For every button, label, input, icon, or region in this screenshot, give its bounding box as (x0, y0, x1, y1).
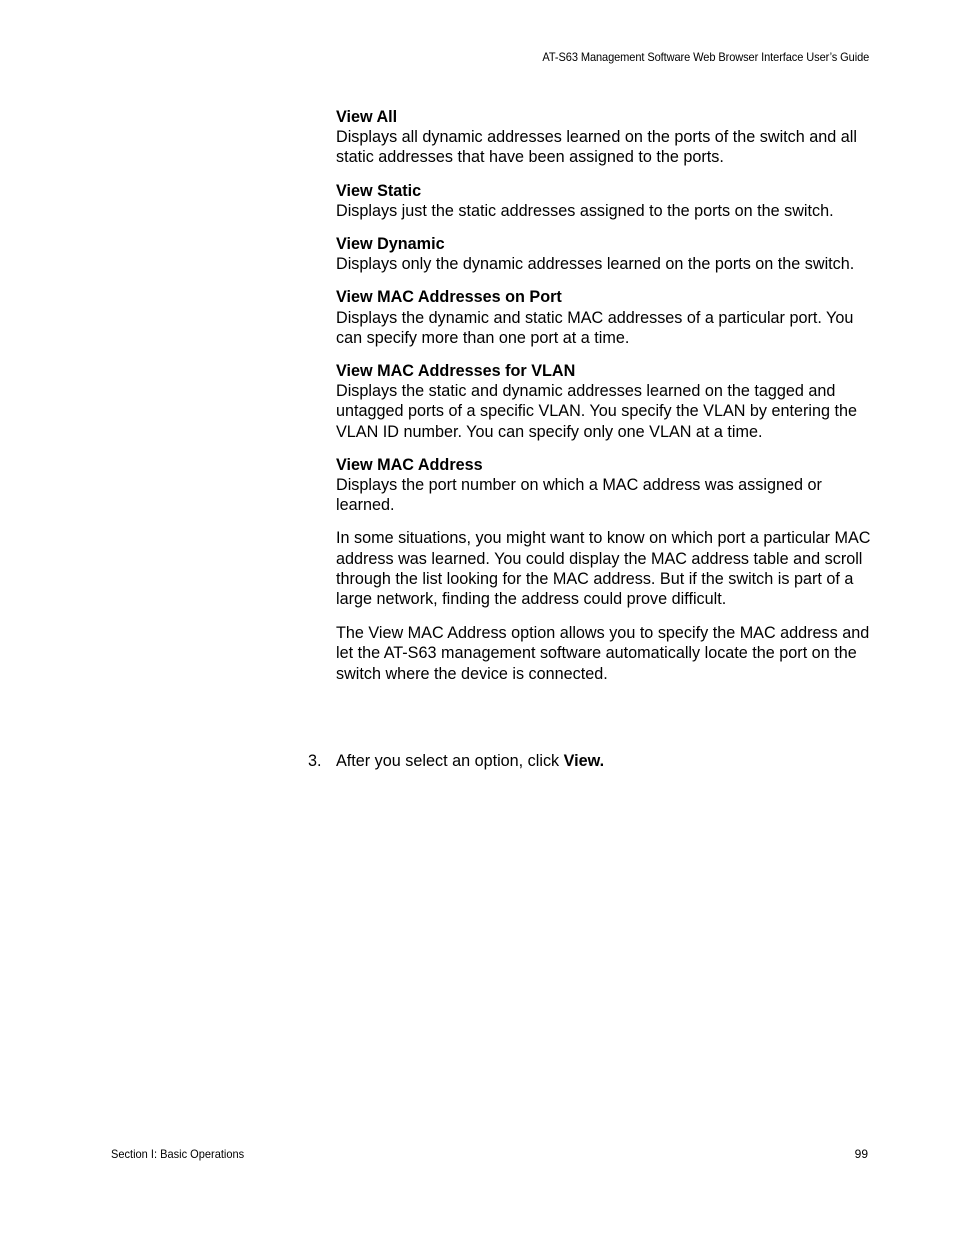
option-title: View MAC Address (336, 455, 483, 474)
option-view-mac-on-port (336, 287, 876, 348)
option-view-dynamic (336, 234, 876, 274)
page-number: 99 (854, 1147, 868, 1161)
step-3 (308, 751, 604, 771)
option-view-mac-for-vlan (336, 361, 876, 442)
main-content (336, 107, 876, 698)
option-title: View Static (336, 181, 422, 200)
step-number: 3. (308, 752, 322, 770)
option-title: View All (336, 108, 398, 126)
option-title: View MAC Addresses on Port (336, 288, 562, 307)
option-title: View Dynamic (336, 235, 445, 254)
option-view-static (336, 181, 876, 221)
option-description: Displays all dynamic addresses learned on the ports of the switch and all static addresses that have been assigned to the ports. (336, 128, 857, 167)
footer-section: Section I: Basic Operations (111, 1147, 245, 1161)
body-paragraph: The View MAC Address option allows you to specify the MAC address and let the AT-S63 management software automatically locate the port on the switch where the device is connected. (336, 624, 870, 683)
option-view-mac-address (336, 455, 876, 516)
running-header: AT-S63 Management Software Web Browser Interface User’s Guide (542, 50, 869, 64)
option-description: Displays only the dynamic addresses learned on the ports on the switch. (336, 255, 855, 274)
step-bold-text: View. (563, 752, 605, 770)
option-description: Displays the static and dynamic addresses learned on the tagged and untagged ports of a specific VLAN. You specify the VLAN by entering the VLAN ID number. You can specify only one VLAN at a time. (336, 382, 858, 441)
option-view-all (336, 107, 876, 168)
option-title: View MAC Addresses for VLAN (336, 362, 576, 381)
option-description: Displays just the static addresses assigned to the ports on the switch. (336, 201, 834, 220)
body-paragraph: In some situations, you might want to know on which port a particular MAC address was learned. You could display the MAC address table and scroll through the list looking for the MAC address. But if the switch is part of a large network, finding the address could prove difficult. (336, 529, 871, 609)
step-text: After you select an option, click (336, 752, 564, 770)
option-description: Displays the port number on which a MAC address was assigned or learned. (336, 476, 822, 515)
option-description: Displays the dynamic and static MAC addresses of a particular port. You can specify more than one port at a time. (336, 308, 854, 347)
